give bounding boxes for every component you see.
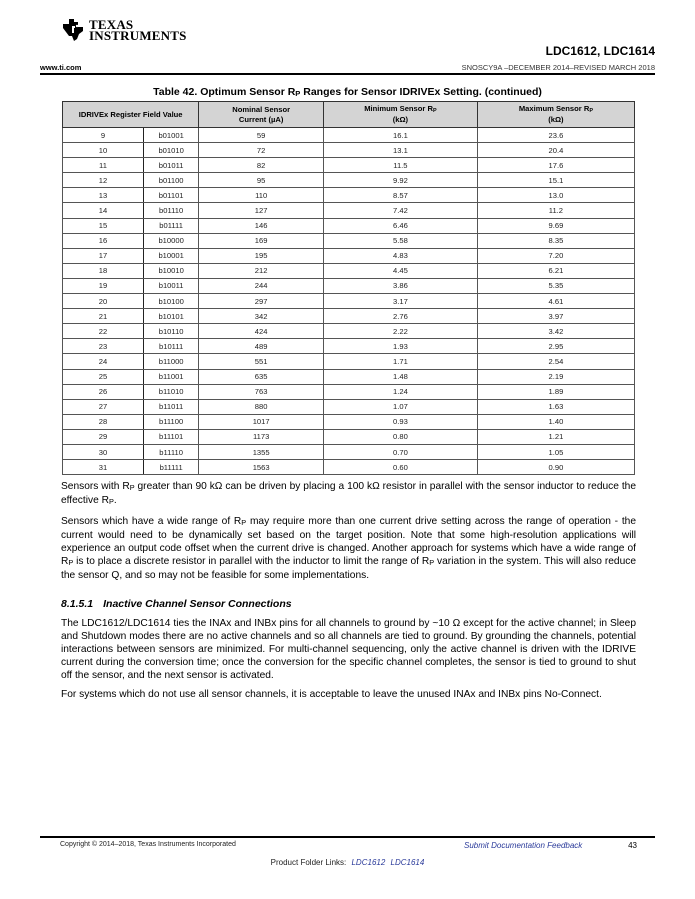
- table-body: [63, 128, 635, 475]
- table-title-suffix: Ranges for Sensor IDRIVEx Setting. (continued): [300, 86, 542, 98]
- cell-min-rp: 3.86: [324, 278, 478, 293]
- cell-max-rp: 5.35: [477, 278, 634, 293]
- cell-max-rp: 1.21: [477, 429, 634, 444]
- table-row: [63, 218, 635, 233]
- cell-max-rp: 1.89: [477, 384, 634, 399]
- cell-current: 95: [199, 173, 324, 188]
- cell-decimal: 28: [63, 414, 144, 429]
- cell-min-rp: 1.48: [324, 369, 478, 384]
- table-row: [63, 143, 635, 158]
- cell-min-rp: 6.46: [324, 218, 478, 233]
- table-row: [63, 354, 635, 369]
- website-link[interactable]: www.ti.com: [40, 63, 82, 72]
- cell-current: 212: [199, 263, 324, 278]
- cell-decimal: 14: [63, 203, 144, 218]
- cell-max-rp: 3.42: [477, 324, 634, 339]
- cell-min-rp: 1.71: [324, 354, 478, 369]
- cell-max-rp: 4.61: [477, 294, 634, 309]
- ti-logo: [60, 17, 187, 43]
- table-row: [63, 188, 635, 203]
- cell-binary: b01100: [144, 173, 199, 188]
- cell-current: 169: [199, 233, 324, 248]
- cell-min-rp: 1.24: [324, 384, 478, 399]
- cell-min-rp: 0.60: [324, 460, 478, 475]
- cell-min-rp: 9.92: [324, 173, 478, 188]
- header-field-value: IDRIVEx Register Field Value: [63, 102, 199, 128]
- cell-current: 59: [199, 128, 324, 143]
- cell-decimal: 24: [63, 354, 144, 369]
- table-row: [63, 324, 635, 339]
- table-row: [63, 248, 635, 263]
- cell-max-rp: 0.90: [477, 460, 634, 475]
- cell-decimal: 21: [63, 309, 144, 324]
- cell-min-rp: 4.83: [324, 248, 478, 263]
- logo-line-2: INSTRUMENTS: [89, 28, 187, 43]
- cell-current: 1355: [199, 444, 324, 459]
- cell-min-rp: 7.42: [324, 203, 478, 218]
- cell-min-rp: 1.07: [324, 399, 478, 414]
- cell-min-rp: 0.70: [324, 444, 478, 459]
- cell-min-rp: 16.1: [324, 128, 478, 143]
- cell-binary: b11101: [144, 429, 199, 444]
- cell-current: 424: [199, 324, 324, 339]
- paragraph-unused-channels: For systems which do not use all sensor channels, it is acceptable to leave the unused INAx and INBx pins No-Connect.: [61, 689, 602, 700]
- cell-decimal: 18: [63, 263, 144, 278]
- cell-current: 146: [199, 218, 324, 233]
- cell-min-rp: 11.5: [324, 158, 478, 173]
- cell-min-rp: 0.93: [324, 414, 478, 429]
- subscript: P: [295, 89, 301, 99]
- cell-current: 763: [199, 384, 324, 399]
- cell-binary: b11001: [144, 369, 199, 384]
- table-title-prefix: Table 42. Optimum Sensor R: [153, 86, 296, 98]
- table-row: [63, 444, 635, 459]
- cell-decimal: 12: [63, 173, 144, 188]
- product-link-ldc1614[interactable]: LDC1614: [390, 858, 425, 867]
- cell-min-rp: 4.45: [324, 263, 478, 278]
- submit-feedback-link[interactable]: Submit Documentation Feedback: [464, 841, 583, 850]
- cell-binary: b10100: [144, 294, 199, 309]
- cell-decimal: 31: [63, 460, 144, 475]
- section-title: Inactive Channel Sensor Connections: [103, 598, 292, 610]
- cell-decimal: 13: [63, 188, 144, 203]
- cell-min-rp: 0.80: [324, 429, 478, 444]
- cell-binary: b01111: [144, 218, 199, 233]
- paragraph-rp-greater-90k: [61, 480, 636, 508]
- cell-max-rp: 6.21: [477, 263, 634, 278]
- document-number: SNOSCY9A –DECEMBER 2014–REVISED MARCH 2018: [461, 63, 655, 72]
- text: may require more than one current drive setting across the range of operation - the current would need to be dynamically set based on the target position. Note that some high-resolution applications will experience an output code offset when the current drive is changed. Another approach for systems which have a wide range of R: [61, 516, 636, 568]
- header-line: Nominal Sensor: [232, 104, 291, 114]
- cell-min-rp: 13.1: [324, 143, 478, 158]
- page-number: 43: [628, 841, 637, 850]
- cell-current: 110: [199, 188, 324, 203]
- cell-binary: b01011: [144, 158, 199, 173]
- cell-decimal: 29: [63, 429, 144, 444]
- cell-min-rp: 3.17: [324, 294, 478, 309]
- cell-binary: b11011: [144, 399, 199, 414]
- table-title: [0, 86, 695, 98]
- copyright-text: Copyright © 2014–2018, Texas Instruments Incorporated: [60, 841, 236, 848]
- cell-max-rp: 7.20: [477, 248, 634, 263]
- cell-current: 551: [199, 354, 324, 369]
- texas-state-logo-icon: [60, 17, 86, 43]
- cell-min-rp: 2.76: [324, 309, 478, 324]
- header-line: (kΩ): [392, 115, 409, 125]
- header-line: Minimum Sensor R: [364, 103, 433, 113]
- cell-current: 1173: [199, 429, 324, 444]
- cell-current: 1017: [199, 414, 324, 429]
- cell-max-rp: 2.19: [477, 369, 634, 384]
- cell-max-rp: 2.95: [477, 339, 634, 354]
- table-row: [63, 233, 635, 248]
- cell-decimal: 10: [63, 143, 144, 158]
- text: is to place a discrete resistor in parallel with the inductor to limit the range of R: [73, 556, 430, 568]
- cell-min-rp: 1.93: [324, 339, 478, 354]
- logo-wordmark: [89, 19, 187, 41]
- header-nominal-current: [199, 102, 324, 128]
- cell-binary: b10010: [144, 263, 199, 278]
- table-row: [63, 339, 635, 354]
- cell-current: 127: [199, 203, 324, 218]
- cell-current: 72: [199, 143, 324, 158]
- subscript: P: [429, 558, 435, 568]
- cell-decimal: 17: [63, 248, 144, 263]
- cell-max-rp: 1.63: [477, 399, 634, 414]
- header-max-rp: [477, 102, 634, 128]
- cell-binary: b11000: [144, 354, 199, 369]
- cell-max-rp: 9.69: [477, 218, 634, 233]
- text: Sensors with R: [61, 481, 130, 492]
- cell-max-rp: 17.6: [477, 158, 634, 173]
- cell-decimal: 16: [63, 233, 144, 248]
- cell-decimal: 23: [63, 339, 144, 354]
- header-rule: [40, 73, 655, 75]
- cell-binary: b10110: [144, 324, 199, 339]
- header-line: Maximum Sensor R: [518, 103, 590, 113]
- table-row: [63, 414, 635, 429]
- logo-line-1: TEXAS: [89, 17, 134, 32]
- cell-current: 880: [199, 399, 324, 414]
- cell-min-rp: 5.58: [324, 233, 478, 248]
- cell-decimal: 20: [63, 294, 144, 309]
- cell-decimal: 15: [63, 218, 144, 233]
- cell-current: 297: [199, 294, 324, 309]
- cell-binary: b11010: [144, 384, 199, 399]
- table-row: [63, 384, 635, 399]
- cell-current: 82: [199, 158, 324, 173]
- cell-max-rp: 3.97: [477, 309, 634, 324]
- cell-binary: b10001: [144, 248, 199, 263]
- cell-binary: b11111: [144, 460, 199, 475]
- cell-decimal: 27: [63, 399, 144, 414]
- cell-max-rp: 11.2: [477, 203, 634, 218]
- cell-max-rp: 13.0: [477, 188, 634, 203]
- cell-binary: b01110: [144, 203, 199, 218]
- cell-min-rp: 8.57: [324, 188, 478, 203]
- subscript: P: [108, 497, 114, 507]
- cell-binary: b10101: [144, 309, 199, 324]
- header-min-rp: [324, 102, 478, 128]
- cell-decimal: 22: [63, 324, 144, 339]
- product-folder-links: [0, 858, 695, 867]
- cell-decimal: 11: [63, 158, 144, 173]
- cell-decimal: 19: [63, 278, 144, 293]
- cell-current: 635: [199, 369, 324, 384]
- cell-max-rp: 2.54: [477, 354, 634, 369]
- subscript: P: [589, 107, 593, 114]
- table-header-row: [63, 102, 635, 128]
- subscript: P: [129, 483, 135, 493]
- table-row: [63, 158, 635, 173]
- table-row: [63, 263, 635, 278]
- cell-binary: b10011: [144, 278, 199, 293]
- cell-current: 489: [199, 339, 324, 354]
- product-links-label: Product Folder Links:: [270, 858, 347, 867]
- cell-max-rp: 15.1: [477, 173, 634, 188]
- table-row: [63, 309, 635, 324]
- cell-current: 244: [199, 278, 324, 293]
- section-number: 8.1.5.1: [61, 598, 94, 610]
- cell-binary: b01001: [144, 128, 199, 143]
- cell-max-rp: 1.05: [477, 444, 634, 459]
- table-row: [63, 278, 635, 293]
- table-row: [63, 128, 635, 143]
- cell-binary: b01010: [144, 143, 199, 158]
- table-row: [63, 399, 635, 414]
- cell-binary: b11100: [144, 414, 199, 429]
- table-row: [63, 460, 635, 475]
- text: variation in the system. This will also reduce the sensor Q, and so may not be feasible for some implementations.: [61, 556, 636, 582]
- cell-min-rp: 2.22: [324, 324, 478, 339]
- subscript: P: [241, 518, 247, 528]
- header-line: (kΩ): [548, 115, 564, 125]
- paragraph-wide-range-rp: [61, 515, 636, 582]
- footer-rule: [40, 836, 655, 838]
- cell-decimal: 30: [63, 444, 144, 459]
- table-row: [63, 369, 635, 384]
- cell-decimal: 26: [63, 384, 144, 399]
- table-row: [63, 173, 635, 188]
- cell-max-rp: 8.35: [477, 233, 634, 248]
- subscript: P: [68, 558, 74, 568]
- product-link-ldc1612[interactable]: LDC1612: [351, 858, 386, 867]
- paragraph-inactive-channels: The LDC1612/LDC1614 ties the INAx and INBx pins for all channels to ground by ~10 Ω except for the active channel; in Sleep and Shutdown modes there are no active channels and so all channels are tied to ground. By grounding the channels, potential interactions between sensors are minimized. For multi-channel sequencing, only the active channel is driven with the IDRIVE current during the conversion time; once the conversion for the specific channel completes, the sensor is tied to ground to shut off the sensor, and the next sensor is activated.: [61, 618, 636, 681]
- cell-max-rp: 20.4: [477, 143, 634, 158]
- cell-binary: b11110: [144, 444, 199, 459]
- cell-binary: b01101: [144, 188, 199, 203]
- table-row: [63, 429, 635, 444]
- text: Sensors which have a wide range of R: [61, 516, 242, 527]
- header-line: Current (µA): [238, 114, 284, 124]
- cell-current: 342: [199, 309, 324, 324]
- cell-max-rp: 23.6: [477, 128, 634, 143]
- cell-max-rp: 1.40: [477, 414, 634, 429]
- cell-binary: b10000: [144, 233, 199, 248]
- cell-binary: b10111: [144, 339, 199, 354]
- cell-decimal: 25: [63, 369, 144, 384]
- text: greater than 90 kΩ can be driven by placing a 100 kΩ resistor in parallel with the sensor inductor to reduce the effective R: [61, 481, 637, 507]
- cell-current: 1563: [199, 460, 324, 475]
- subscript: P: [432, 107, 437, 114]
- cell-current: 195: [199, 248, 324, 263]
- table-row: [63, 294, 635, 309]
- table-row: [63, 203, 635, 218]
- text: .: [113, 495, 117, 507]
- rp-range-table: [62, 101, 635, 475]
- cell-decimal: 9: [63, 128, 144, 143]
- section-heading: [61, 598, 292, 610]
- document-title: LDC1612, LDC1614: [545, 44, 655, 58]
